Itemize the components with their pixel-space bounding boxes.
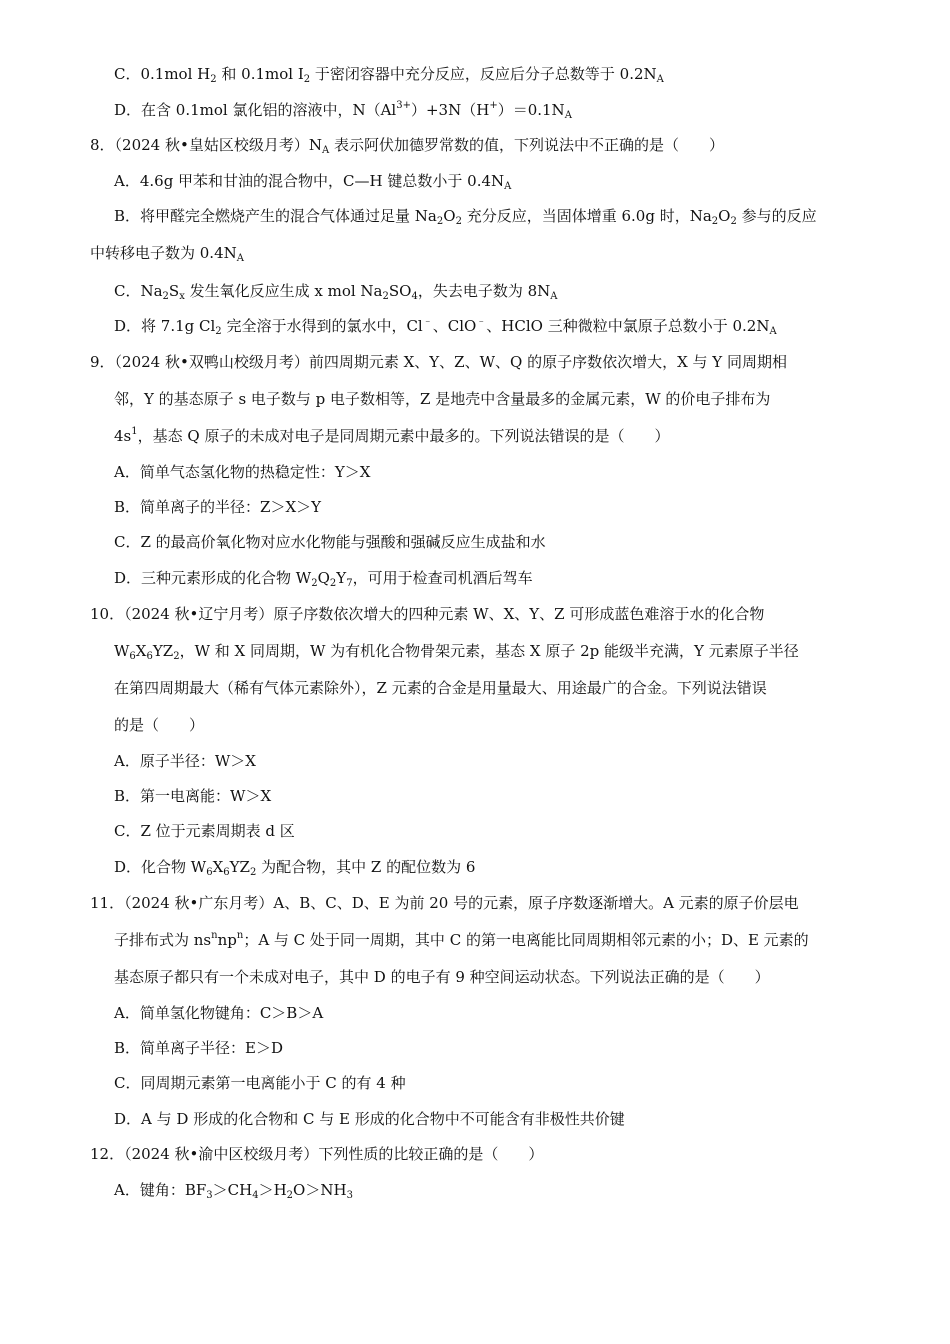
text-run: X	[135, 642, 147, 660]
text-run: 和 0.1mol I	[216, 65, 304, 83]
text-run: W	[114, 642, 130, 660]
text-line-q10a	[0, 751, 950, 771]
text-run: YZ	[152, 642, 174, 660]
text-run: B．简单离子半径：E＞D	[114, 1039, 283, 1057]
text-run: D．三种元素形成的化合物 W	[114, 569, 312, 587]
subscript: 2	[329, 578, 337, 589]
text-run: A．键角：BF	[114, 1181, 207, 1199]
subscript: 2	[286, 1190, 294, 1201]
subscript: 7	[346, 578, 353, 589]
text-run: O	[443, 207, 456, 225]
subscript: 2	[382, 291, 389, 302]
text-line-q11c	[0, 967, 950, 987]
text-run: A．原子半径：W＞X	[114, 752, 256, 770]
text-run: 中转移电子数为 0.4N	[90, 244, 237, 262]
subscript: A	[564, 110, 572, 121]
text-run: 4s	[114, 427, 132, 445]
subscript: 2	[436, 216, 444, 227]
text-line-q8b1	[0, 206, 950, 226]
text-run: C．Na	[114, 282, 163, 300]
subscript: 2	[249, 867, 257, 878]
subscript: 2	[210, 74, 217, 85]
text-run: O	[718, 207, 731, 225]
text-line-q9bb	[0, 497, 950, 517]
subscript: A	[769, 326, 777, 337]
text-run: 表示阿伏加德罗常数的值，下列说法中不正确的是（ ）	[329, 136, 724, 154]
text-run: B．将甲醛完全燃烧产生的混合气体通过足量 Na	[114, 207, 437, 225]
text-run: 子排布式为 ns	[114, 931, 212, 949]
text-run: D．化合物 W	[114, 858, 207, 876]
text-run: 、HClO 三种微粒中氯原子总数小于 0.2N	[486, 317, 770, 335]
superscript: 1	[131, 426, 138, 437]
text-run: A．4.6g 甲苯和甘油的混合物中，C—H 键总数小于 0.4N	[114, 172, 505, 190]
text-run: 11．（2024 秋•广东月考）A、B、C、D、E 为前 20 号的元素，原子序数逐渐增大。A 元素的原子价层电	[90, 894, 799, 912]
text-run: 参与的反应	[736, 207, 817, 225]
text-run: S	[168, 282, 180, 300]
subscript: 4	[411, 291, 418, 302]
text-run: C．0.1mol H	[114, 65, 211, 83]
text-run: 12．（2024 秋•渝中区校级月考）下列性质的比较正确的是（ ）	[90, 1145, 544, 1163]
subscript: 2	[303, 74, 311, 85]
text-line-q10	[0, 604, 950, 624]
subscript: x	[179, 291, 185, 302]
text-line-q9cc	[0, 532, 950, 552]
text-run: 完全溶于水得到的氯水中，Cl	[221, 317, 423, 335]
subscript: 3	[206, 1190, 213, 1201]
text-run: np	[217, 931, 237, 949]
text-line-q10c	[0, 678, 950, 698]
text-run: 的是（ ）	[114, 716, 205, 734]
text-line-q9b	[0, 389, 950, 409]
text-run: 在第四周期最大（稀有气体元素除外），Z 元素的合金是用量最大、用途最广的合金。下列说法错误	[114, 679, 767, 697]
text-run: ）+3N（H	[410, 101, 490, 119]
text-run: YZ	[229, 858, 250, 876]
subscript: 6	[206, 867, 213, 878]
subscript: A	[504, 181, 512, 192]
text-run: ）＝0.1N	[497, 101, 565, 119]
text-run: 10．（2024 秋•辽宁月考）原子序数依次增大的四种元素 W、X、Y、Z 可形成蓝色难溶于水的化合物	[90, 605, 765, 623]
subscript: A	[656, 74, 664, 85]
text-line-q12	[0, 1144, 950, 1164]
text-line-q7d	[0, 100, 950, 120]
text-line-q11	[0, 893, 950, 913]
text-run: O＞NH	[293, 1181, 347, 1199]
text-run: 充分反应，当固体增重 6.0g 时，Na	[461, 207, 712, 225]
text-run: 为配合物，其中 Z 的配位数为 6	[256, 858, 476, 876]
subscript: 6	[146, 651, 153, 662]
subscript: 2	[730, 216, 737, 227]
text-line-q10cc	[0, 821, 950, 841]
text-run: SO	[388, 282, 412, 300]
subscript: A	[550, 291, 558, 302]
superscript: +	[489, 100, 498, 111]
superscript: ﹣	[476, 316, 487, 327]
subscript: 6	[129, 651, 136, 662]
text-run: A．简单气态氢化物的热稳定性：Y＞X	[114, 463, 371, 481]
text-run: B．简单离子的半径：Z＞X＞Y	[114, 498, 322, 516]
text-line-q11d	[0, 1109, 950, 1129]
text-run: A．简单氢化物键角：C＞B＞A	[114, 1004, 324, 1022]
subscript: 2	[455, 216, 462, 227]
text-run: 、ClO	[432, 317, 477, 335]
text-line-q9d	[0, 568, 950, 588]
text-run: D．将 7.1g Cl	[114, 317, 216, 335]
text-line-q10dd	[0, 857, 950, 877]
text-run: 9．（2024 秋•双鸭山校级月考）前四周期元素 X、Y、Z、W、Q 的原子序数依次增大，X 与 Y 同周期相	[90, 353, 787, 371]
text-run: 基态原子都只有一个未成对电子，其中 D 的电子有 9 种空间运动状态。下列说法正确的是（ ）	[114, 968, 770, 986]
text-run: ＞CH	[212, 1181, 253, 1199]
text-line-q9a	[0, 462, 950, 482]
text-line-q11bb	[0, 1038, 950, 1058]
text-run: ，W 和 X 同周期，W 为有机化合物骨架元素，基态 X 原子 2p 能级半充满，Y 元素原子半径	[179, 642, 799, 660]
subscript: 2	[162, 291, 169, 302]
text-line-q7c	[0, 64, 950, 84]
subscript: 2	[711, 216, 719, 227]
subscript: A	[321, 145, 330, 156]
text-run: 发生氧化反应生成 x mol Na	[184, 282, 383, 300]
superscript: n	[236, 930, 244, 941]
superscript: 3+	[396, 100, 411, 111]
text-run: D．A 与 D 形成的化合物和 C 与 E 形成的化合物中不可能含有非极性共价键	[114, 1110, 625, 1128]
text-line-q8a	[0, 171, 950, 191]
subscript: 4	[252, 1190, 259, 1201]
text-line-q8d	[0, 316, 950, 336]
text-line-q8	[0, 135, 950, 155]
subscript: A	[236, 253, 244, 264]
text-run: ，失去电子数为 8N	[417, 282, 551, 300]
text-run: B．第一电离能：W＞X	[114, 787, 272, 805]
text-line-q9c	[0, 426, 950, 446]
text-run: 8．（2024 秋•皇姑区校级月考）N	[90, 136, 322, 154]
text-run: C．同周期元素第一电离能小于 C 的有 4 种	[114, 1074, 406, 1092]
text-run: C．Z 位于元素周期表 d 区	[114, 822, 295, 840]
text-line-q12a	[0, 1180, 950, 1200]
superscript: n	[211, 930, 218, 941]
text-line-q8c	[0, 281, 950, 301]
subscript: 6	[223, 867, 230, 878]
subscript: 2	[215, 326, 222, 337]
text-line-q10d	[0, 715, 950, 735]
text-run: X	[212, 858, 224, 876]
text-run: ；A 与 C 处于同一周期，其中 C 的第一电离能比同周期相邻元素的小；D、E 元素的	[243, 931, 809, 949]
text-line-q8b2	[0, 243, 950, 263]
text-run: 于密闭容器中充分反应，反应后分子总数等于 0.2N	[310, 65, 657, 83]
subscript: 3	[346, 1190, 353, 1201]
text-line-q10b	[0, 641, 950, 661]
text-line-q11a	[0, 1003, 950, 1023]
text-run: ＞H	[258, 1181, 287, 1199]
text-line-q11cc	[0, 1073, 950, 1093]
text-run: C．Z 的最高价氧化物对应水化物能与强酸和强碱反应生成盐和水	[114, 533, 546, 551]
superscript: ﹣	[422, 316, 433, 327]
text-run: 邻，Y 的基态原子 s 电子数与 p 电子数相等，Z 是地壳中含量最多的金属元素，W 的价电子排布为	[114, 390, 771, 408]
text-run: Y	[336, 569, 347, 587]
text-run: D．在含 0.1mol 氯化铝的溶液中，N（Al	[114, 101, 397, 119]
text-line-q9	[0, 352, 950, 372]
text-run: ，可用于检查司机酒后驾车	[352, 569, 533, 587]
subscript: 2	[173, 651, 180, 662]
text-run: Q	[317, 569, 330, 587]
text-run: ，基态 Q 原子的未成对电子是同周期元素中最多的。下列说法错误的是（ ）	[137, 427, 670, 445]
text-line-q10bb	[0, 786, 950, 806]
subscript: 2	[311, 578, 318, 589]
text-line-q11b	[0, 930, 950, 950]
